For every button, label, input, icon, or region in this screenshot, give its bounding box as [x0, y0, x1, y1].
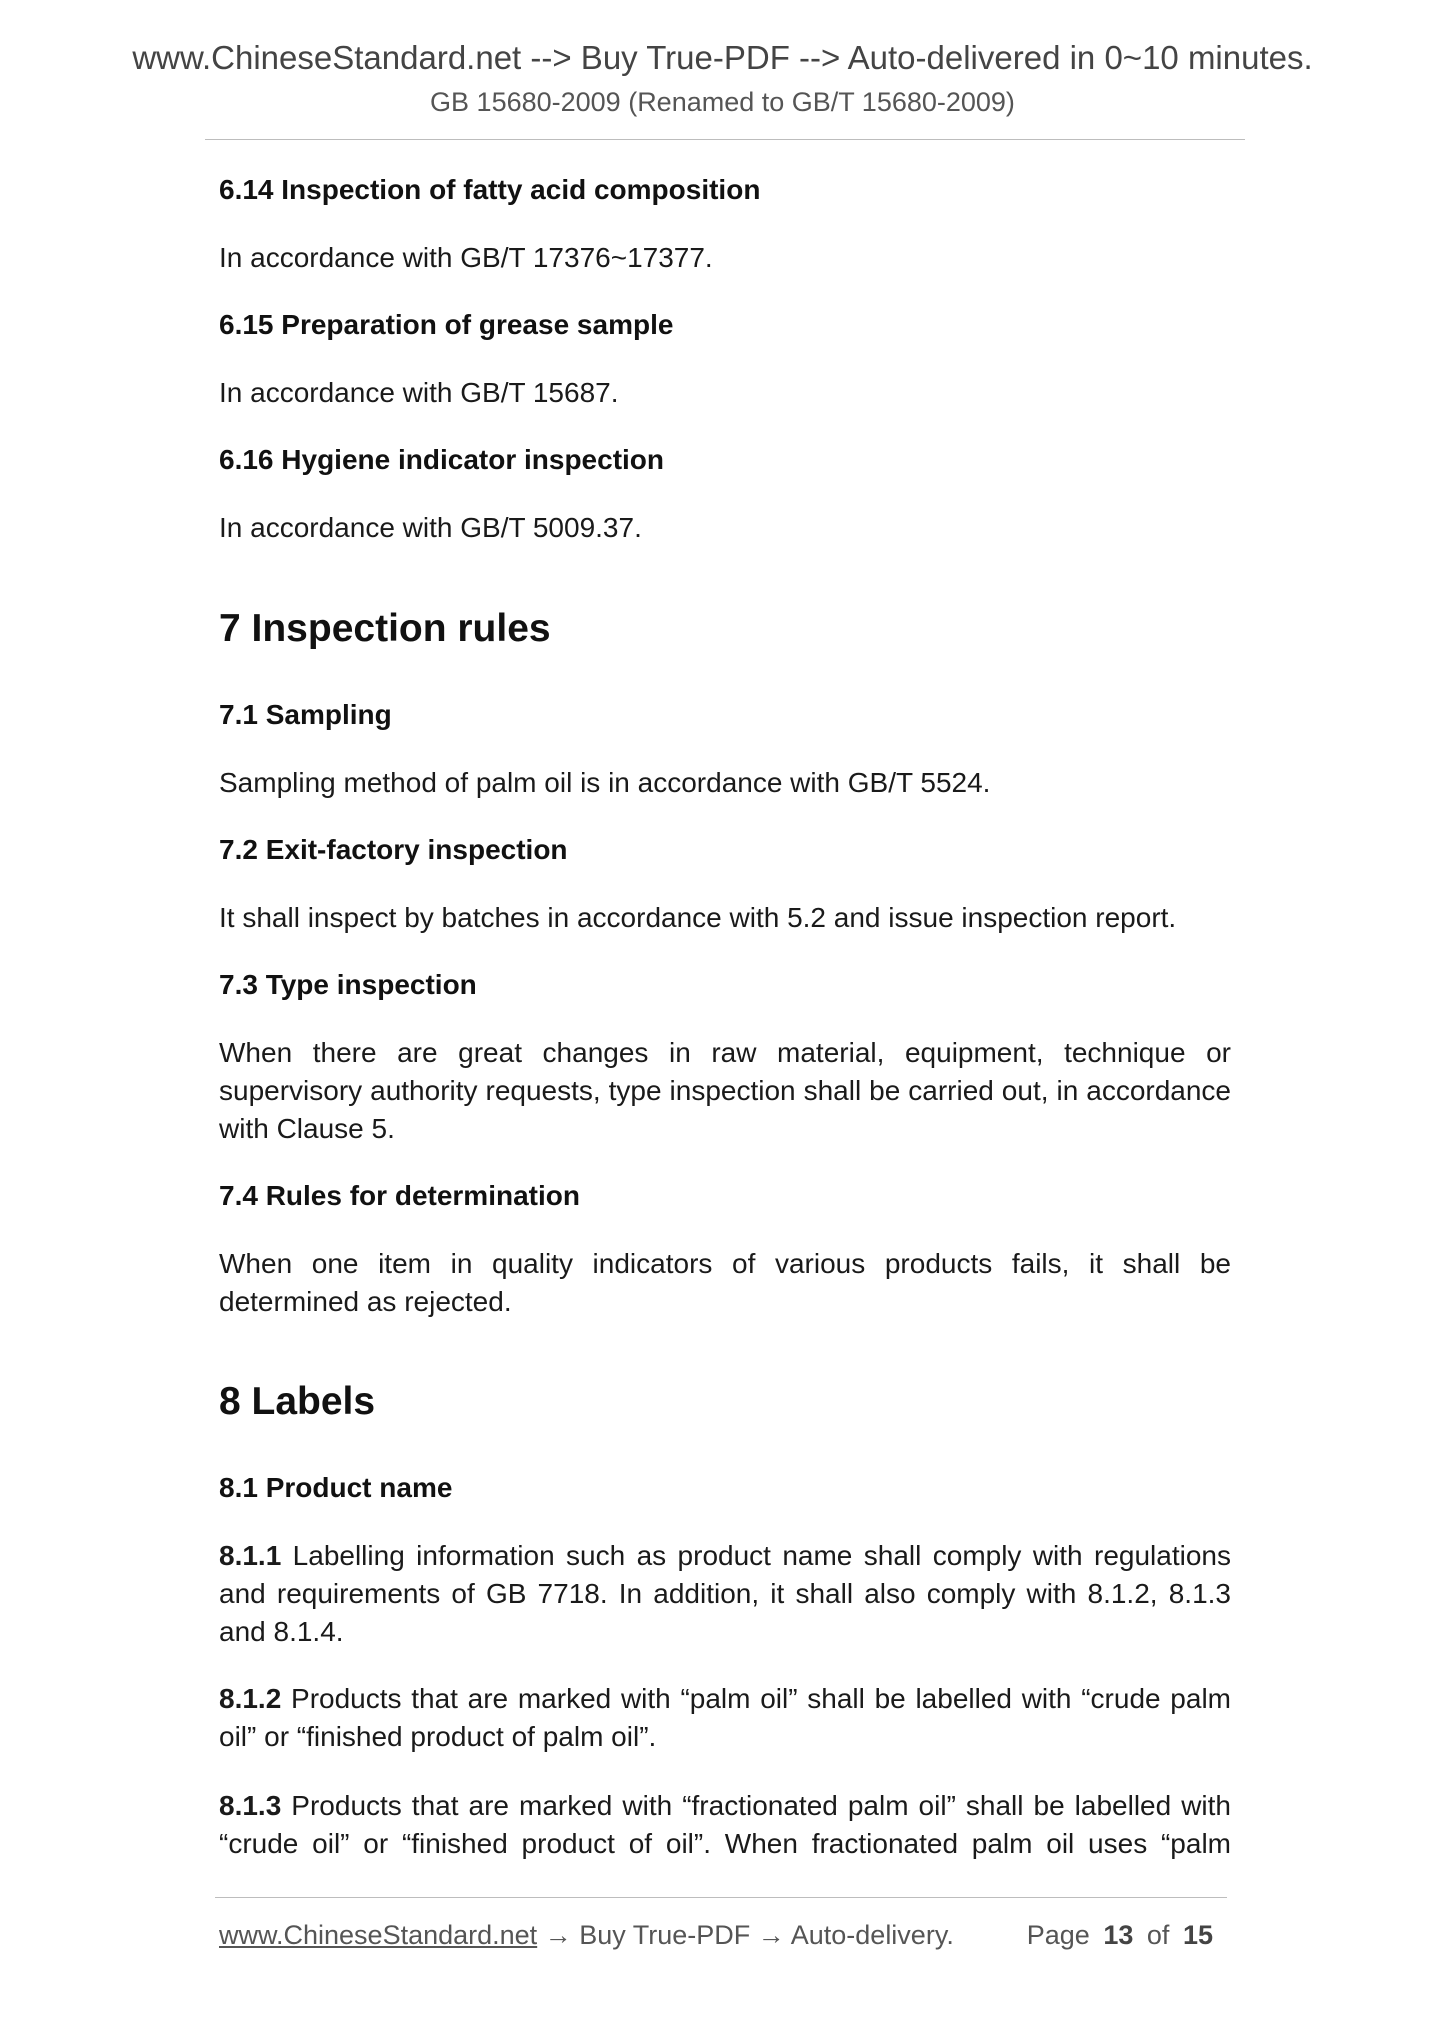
header-divider [205, 139, 1245, 140]
paragraph-7-3: When there are great changes in raw material, equipment, technique or supervisory authority requests, type inspection shall be carried out, in accordance with Clause 5. [219, 1037, 1231, 1144]
header-banner[interactable]: www.ChineseStandard.net --> Buy True-PDF --> Auto-delivered in 0~10 minutes. [132, 39, 1313, 76]
page-of: of [1146, 1920, 1170, 1950]
heading-6-14: 6.14 Inspection of fatty acid composition [219, 174, 761, 205]
heading-7-2: 7.2 Exit-factory inspection [219, 834, 568, 865]
paragraph-8-1-1 [219, 1537, 1231, 1651]
heading-8: 8 Labels [219, 1380, 376, 1423]
page-total: 15 [1182, 1920, 1213, 1950]
page-number [1027, 1918, 1219, 1952]
footer-tagline: → Buy True-PDF → Auto-delivery. [537, 1920, 954, 1950]
paragraph-6-14: In accordance with GB/T 17376~17377. [219, 242, 713, 273]
page-label: Page [1026, 1920, 1090, 1950]
paragraph-7-1: Sampling method of palm oil is in accordance with GB/T 5524. [219, 767, 991, 798]
heading-7-4: 7.4 Rules for determination [219, 1180, 580, 1211]
heading-6-15: 6.15 Preparation of grease sample [219, 309, 674, 340]
clause-number: 8.1.1 [219, 1540, 282, 1571]
heading-8-1: 8.1 Product name [219, 1472, 453, 1503]
footer-link[interactable]: www.ChineseStandard.net [219, 1920, 538, 1950]
paragraph-7-2: It shall inspect by batches in accordance with 5.2 and issue inspection report. [219, 902, 1177, 933]
paragraph-6-16: In accordance with GB/T 5009.37. [219, 512, 642, 543]
clause-number: 8.1.2 [219, 1683, 282, 1714]
paragraph-6-15: In accordance with GB/T 15687. [219, 377, 619, 408]
page-current: 13 [1103, 1920, 1134, 1950]
heading-7: 7 Inspection rules [219, 607, 551, 650]
heading-7-1: 7.1 Sampling [219, 699, 392, 730]
footer [219, 1918, 1219, 1952]
heading-7-3: 7.3 Type inspection [219, 969, 477, 1000]
heading-6-16: 6.16 Hygiene indicator inspection [219, 444, 665, 475]
footer-divider [215, 1897, 1227, 1898]
paragraph-8-1-3 [219, 1787, 1231, 1863]
clause-text: Products that are marked with “fractionated palm oil” shall be labelled with “crude oil” or “finished product of oil”. When fractionated palm oil uses “palm [219, 1790, 1231, 1859]
header-standard-id: GB 15680-2009 (Renamed to GB/T 15680-2009) [430, 87, 1015, 117]
clause-text: Products that are marked with “palm oil” shall be labelled with “crude palm oil” or “finished product of palm oil”. [219, 1683, 1231, 1752]
clause-text: Labelling information such as product name shall comply with regulations and requirements of GB 7718. In addition, it shall also comply with 8.1.2, 8.1.3 and 8.1.4. [219, 1540, 1231, 1647]
paragraph-8-1-2 [219, 1680, 1231, 1756]
paragraph-7-4: When one item in quality indicators of various products fails, it shall be determined as rejected. [219, 1248, 1231, 1317]
clause-number: 8.1.3 [219, 1790, 282, 1821]
